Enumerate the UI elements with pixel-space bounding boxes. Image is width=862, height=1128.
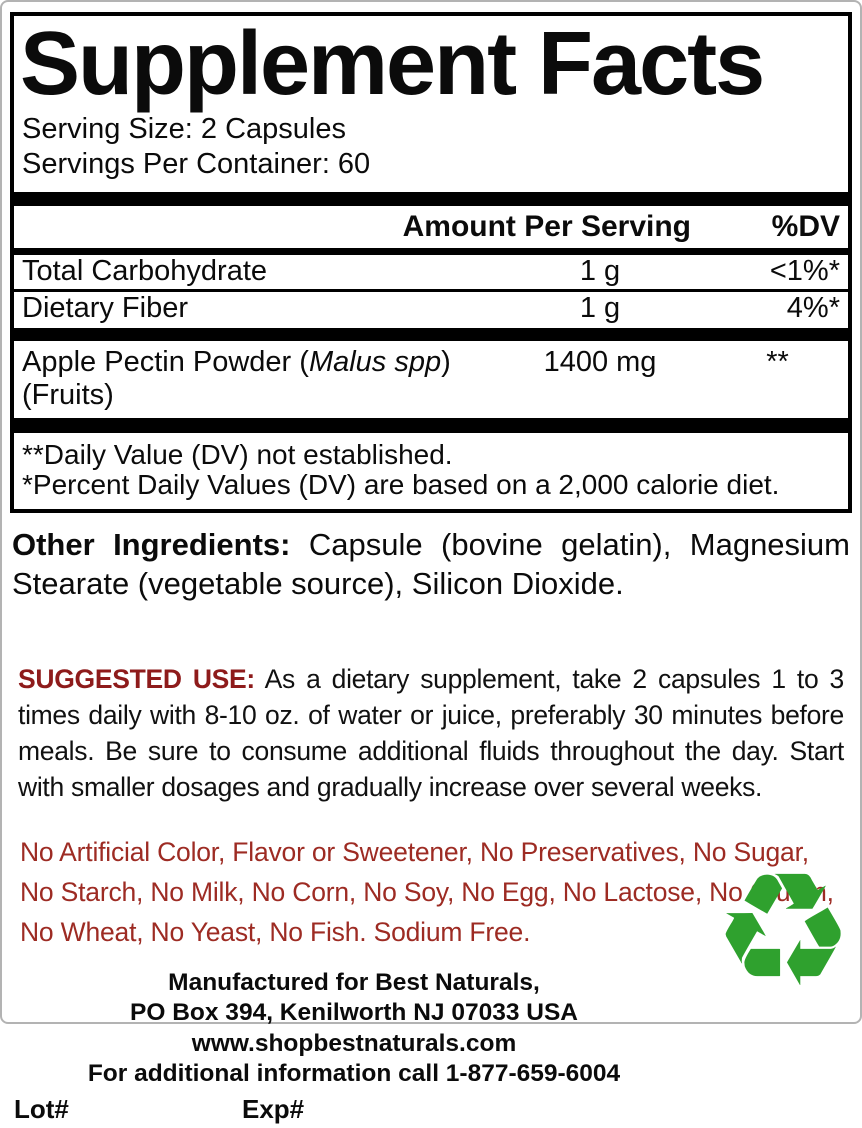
other-ingredients-text: Capsule (bovine gelatin), Magnesium Stearate (vegetable source), Silicon Dioxide. [12, 526, 850, 601]
nutrient-dv: <1%* [769, 254, 840, 287]
manufacturer-line: Manufactured for Best Naturals, [168, 968, 540, 996]
divider-bar-thick-top [14, 192, 848, 206]
table-row [14, 255, 848, 289]
supplement-facts-panel [10, 12, 852, 513]
footnote-dv-not-established: **Daily Value (DV) not established. [22, 438, 453, 470]
divider-bar-medium [14, 248, 848, 255]
no-additives-claims: No Artificial Color, Flavor or Sweetener, No Preservatives, No Sugar, No Starch, No Milk, No Corn, No Soy, No Egg, No Lactose, No Gluten, No Wheat, No Yeast, No Fish. Sodium Free. [20, 836, 834, 947]
lot-exp-row [2, 1094, 860, 1128]
ingredient-name-suffix: ) (Fruits) [22, 345, 451, 411]
nutrient-amount: 1 g [579, 254, 621, 287]
ingredient-dv: ** [766, 345, 789, 378]
nutrient-dv: 4%* [786, 291, 840, 324]
other-ingredients-paragraph [12, 525, 850, 603]
table-row [14, 292, 848, 326]
nutrient-name: Total Carbohydrate [22, 254, 268, 287]
ingredient-species-italic: Malus spp [308, 345, 442, 378]
website-line: www.shopbestnaturals.com [191, 1029, 517, 1057]
panel-title: Supplement Facts [20, 14, 764, 114]
nutrient-amount: 1 g [579, 291, 621, 324]
ingredient-name-prefix: Apple Pectin Powder ( [22, 345, 309, 378]
percent-dv-header: %DV [771, 209, 840, 243]
divider-bar-thick-bottom [14, 418, 848, 433]
address-line: PO Box 394, Kenilworth NJ 07033 USA [130, 999, 578, 1026]
exp-date-label: Exp# [242, 1093, 305, 1124]
recycle-icon: ♻ [712, 839, 854, 1023]
table-header-row [14, 206, 848, 248]
servings-per-container: Servings Per Container: 60 [22, 147, 371, 180]
suggested-use-text: As a dietary supplement, take 2 capsules 1 to 3 times daily with 8-10 oz. of water or juice, preferably 30 minutes before meals. Be sure to consume additional fluids throughout the day. Start with smaller dosages and gradually increase over several weeks. [18, 663, 844, 802]
lot-number-label: Lot# [14, 1093, 69, 1124]
phone-line: For additional information call 1-877-659-6004 [87, 1060, 621, 1087]
suggested-use-heading: SUGGESTED USE: [18, 663, 255, 694]
nutrient-name: Dietary Fiber [22, 291, 188, 324]
table-row-apple-pectin [14, 341, 848, 418]
amount-per-serving-header: Amount Per Serving [402, 209, 691, 243]
ingredient-amount: 1400 mg [543, 345, 657, 378]
divider-bar-thick-mid [14, 328, 848, 341]
suggested-use-paragraph [18, 661, 844, 805]
serving-size: Serving Size: 2 Capsules [22, 112, 346, 145]
footnote-percent-dv: *Percent Daily Values (DV) are based on a 2,000 calorie diet. [22, 468, 780, 500]
other-ingredients-heading: Other Ingredients: [12, 526, 291, 562]
ingredient-name [22, 346, 485, 412]
manufacturer-block [24, 968, 684, 1090]
